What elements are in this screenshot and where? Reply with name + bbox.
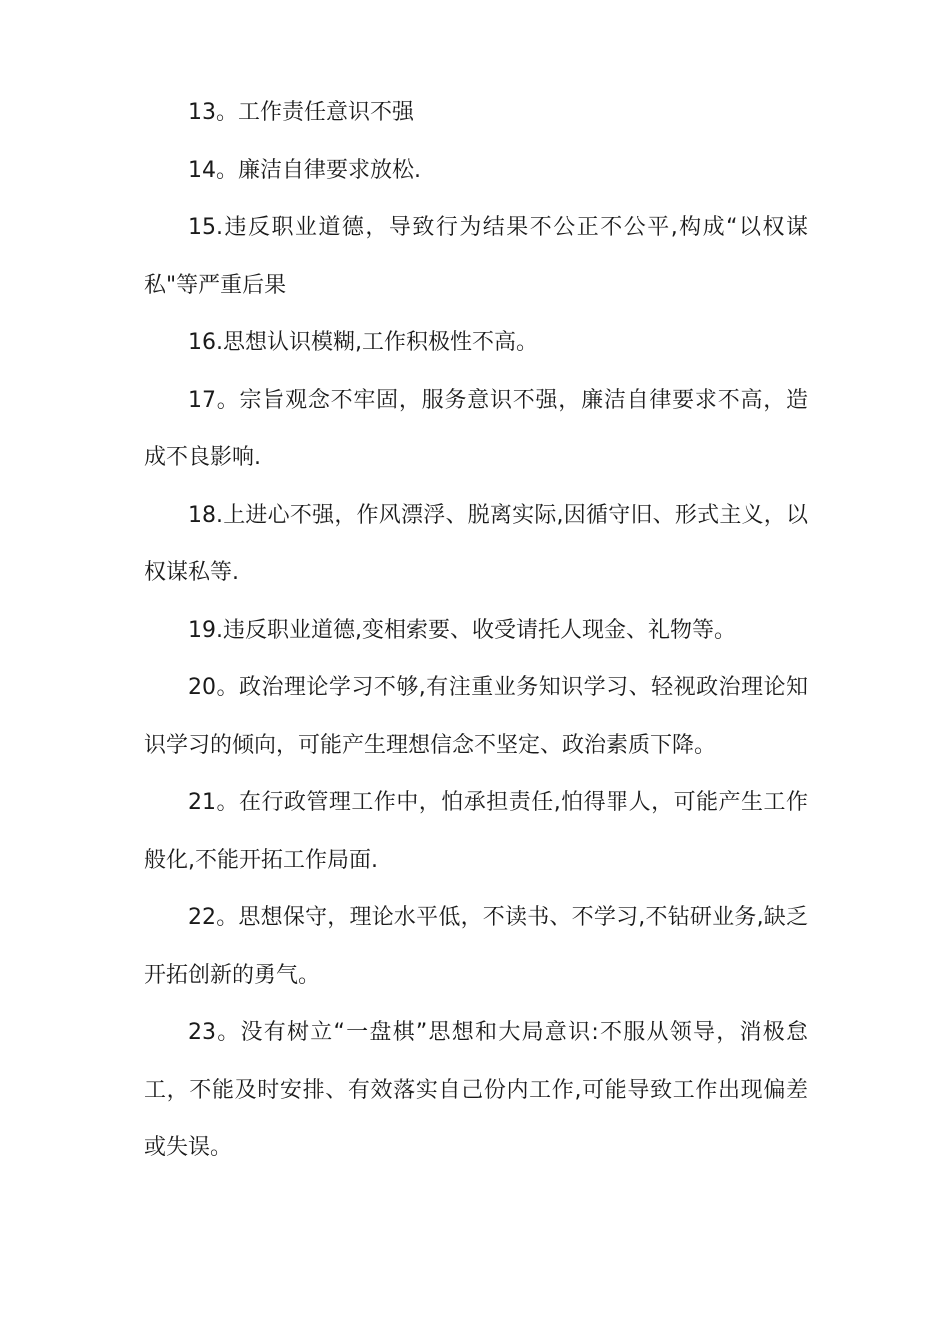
paragraph-23: 23。没有树立“一盘棋”思想和大局意识:不服从领导，消极怠工，不能及时安排、有效落实自己份内工作,可能导致工作出现偏差或失误。 [144, 1020, 808, 1160]
document-body [144, 84, 808, 1177]
paragraph-19: 19.违反职业道德,变相索要、收受请托人现金、礼物等。 [188, 617, 736, 643]
paragraph-22: 22。思想保守，理论水平低，不读书、不学习,不钻研业务,缺乏开拓创新的勇气。 [144, 905, 808, 988]
paragraph-16: 16.思想认识模糊,工作积极性不高。 [188, 330, 538, 355]
paragraph-18: 18.上进心不强，作风漂浮、脱离实际,因循守旧、形式主义，以权谋私等. [144, 502, 808, 585]
paragraph-21: 21。在行政管理工作中，怕承担责任,怕得罪人，可能产生工作般化,不能开拓工作局面. [144, 790, 808, 873]
paragraph-14: 14。廉洁自律要求放松. [188, 157, 421, 183]
paragraph-17: 17。宗旨观念不牢固，服务意识不强，廉洁自律要求不高，造成不良影响. [144, 387, 808, 470]
paragraph-13: 13。工作责任意识不强 [188, 100, 414, 125]
paragraph-15: 15.违反职业道德，导致行为结果不公正不公平,构成“以权谋私"等严重后果 [144, 215, 808, 298]
paragraph-20: 20。政治理论学习不够,有注重业务知识学习、轻视政治理论知识学习的倾向，可能产生理想信念不坚定、政治素质下降。 [144, 675, 808, 758]
